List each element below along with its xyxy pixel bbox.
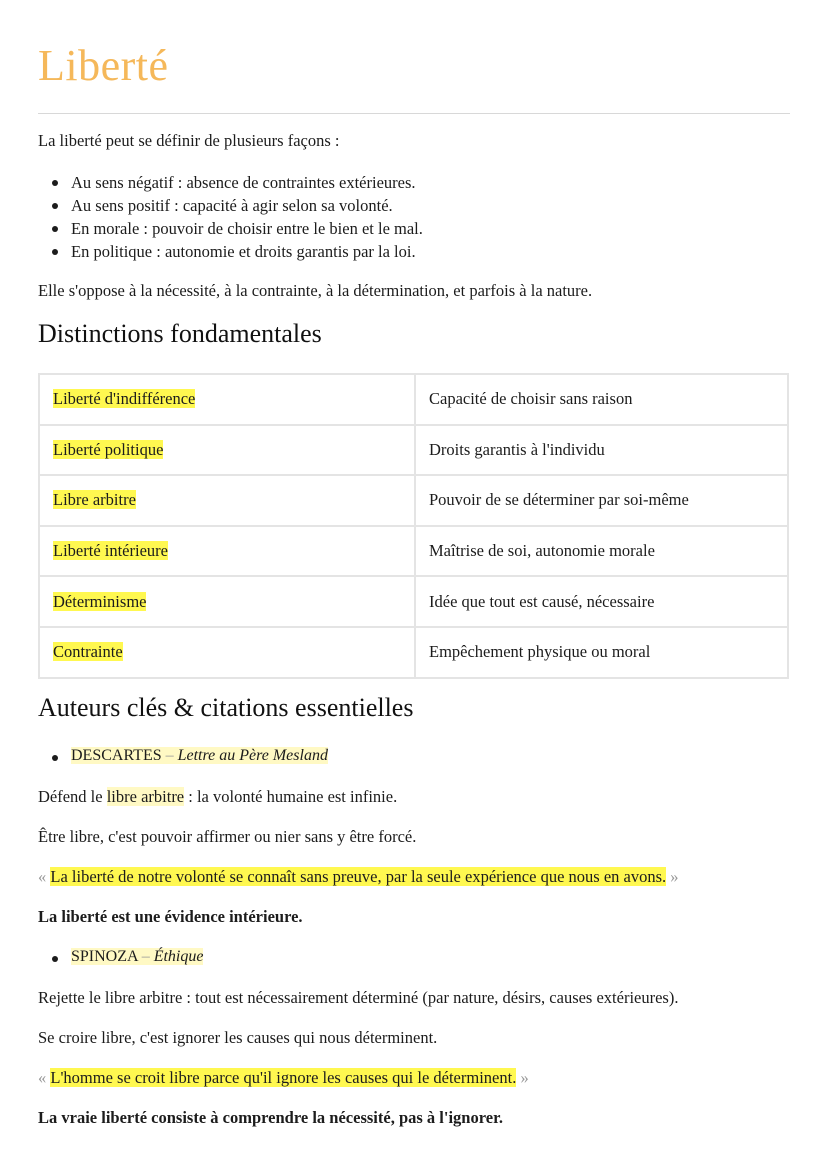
- term: Liberté intérieure: [53, 541, 168, 561]
- quote-open: «: [38, 1068, 47, 1087]
- opposition-text: Elle s'oppose à la nécessité, à la contrainte, à la détermination, et parfois à la nature.: [38, 281, 593, 300]
- spinoza-conclusion: La vraie liberté consiste à comprendre la nécessité, pas à l'ignorer.: [38, 1108, 503, 1127]
- intro-text: La liberté peut se définir de plusieurs façons :: [38, 131, 340, 150]
- definition: Empêchement physique ou moral: [415, 627, 788, 678]
- spinoza-quote: [38, 1068, 529, 1088]
- quote-text: La liberté de notre volonté se connaît sans preuve, par la seule expérience que nous en avons.: [50, 867, 667, 886]
- descartes-conclusion: La liberté est une évidence intérieure.: [38, 907, 303, 926]
- term: Liberté politique: [53, 439, 164, 459]
- author-spinoza: [52, 947, 203, 967]
- term: Liberté d'indifférence: [53, 389, 196, 409]
- table-row: [39, 475, 788, 526]
- descartes-line2: Être libre, c'est pouvoir affirmer ou nier sans y être forcé.: [38, 827, 417, 846]
- descartes-line1: [38, 787, 397, 807]
- descartes-quote: [38, 867, 679, 887]
- definition: Pouvoir de se déterminer par soi-même: [415, 475, 788, 526]
- list-item: En politique : autonomie et droits garantis par la loi.: [52, 240, 423, 263]
- definition: Droits garantis à l'individu: [415, 425, 788, 476]
- work-title: Éthique: [153, 948, 204, 965]
- definition: Maîtrise de soi, autonomie morale: [415, 526, 788, 577]
- author-name: DESCARTES: [71, 747, 162, 764]
- work-title: Lettre au Père Mesland: [177, 747, 328, 764]
- definition: Capacité de choisir sans raison: [415, 374, 788, 425]
- spinoza-line1: Rejette le libre arbitre : tout est nécessairement déterminé (par nature, désirs, causes extérieures).: [38, 988, 679, 1007]
- table-row: [39, 627, 788, 678]
- definition: Idée que tout est causé, nécessaire: [415, 576, 788, 627]
- distinctions-table: [38, 373, 789, 679]
- author-descartes: [52, 746, 328, 766]
- list-item: Au sens négatif : absence de contraintes extérieures.: [52, 171, 423, 194]
- quote-text: L'homme se croit libre parce qu'il ignore les causes qui le déterminent.: [50, 1068, 517, 1087]
- author-name: SPINOZA: [71, 948, 138, 965]
- separator: –: [161, 747, 178, 764]
- quote-close: »: [670, 867, 679, 886]
- quote-open: «: [38, 867, 47, 886]
- list-item: Au sens positif : capacité à agir selon sa volonté.: [52, 194, 423, 217]
- quote-close: »: [520, 1068, 529, 1087]
- table-row: [39, 374, 788, 425]
- section-heading-authors: Auteurs clés & citations essentielles: [38, 693, 414, 722]
- table-row: [39, 526, 788, 577]
- definitions-list: [52, 171, 423, 263]
- table-row: [39, 425, 788, 476]
- term: Déterminisme: [53, 591, 147, 611]
- text: Défend le: [38, 787, 107, 806]
- section-heading-distinctions: Distinctions fondamentales: [38, 319, 322, 348]
- spinoza-line2: Se croire libre, c'est ignorer les causes qui nous déterminent.: [38, 1028, 438, 1047]
- text: : la volonté humaine est infinie.: [184, 787, 398, 806]
- term: Contrainte: [53, 642, 123, 662]
- term: Libre arbitre: [53, 490, 136, 510]
- page-title: Liberté: [38, 41, 169, 90]
- separator: –: [137, 948, 154, 965]
- table-row: [39, 576, 788, 627]
- highlighted-term: libre arbitre: [106, 787, 185, 806]
- list-item: En morale : pouvoir de choisir entre le bien et le mal.: [52, 217, 423, 240]
- divider: [38, 113, 790, 114]
